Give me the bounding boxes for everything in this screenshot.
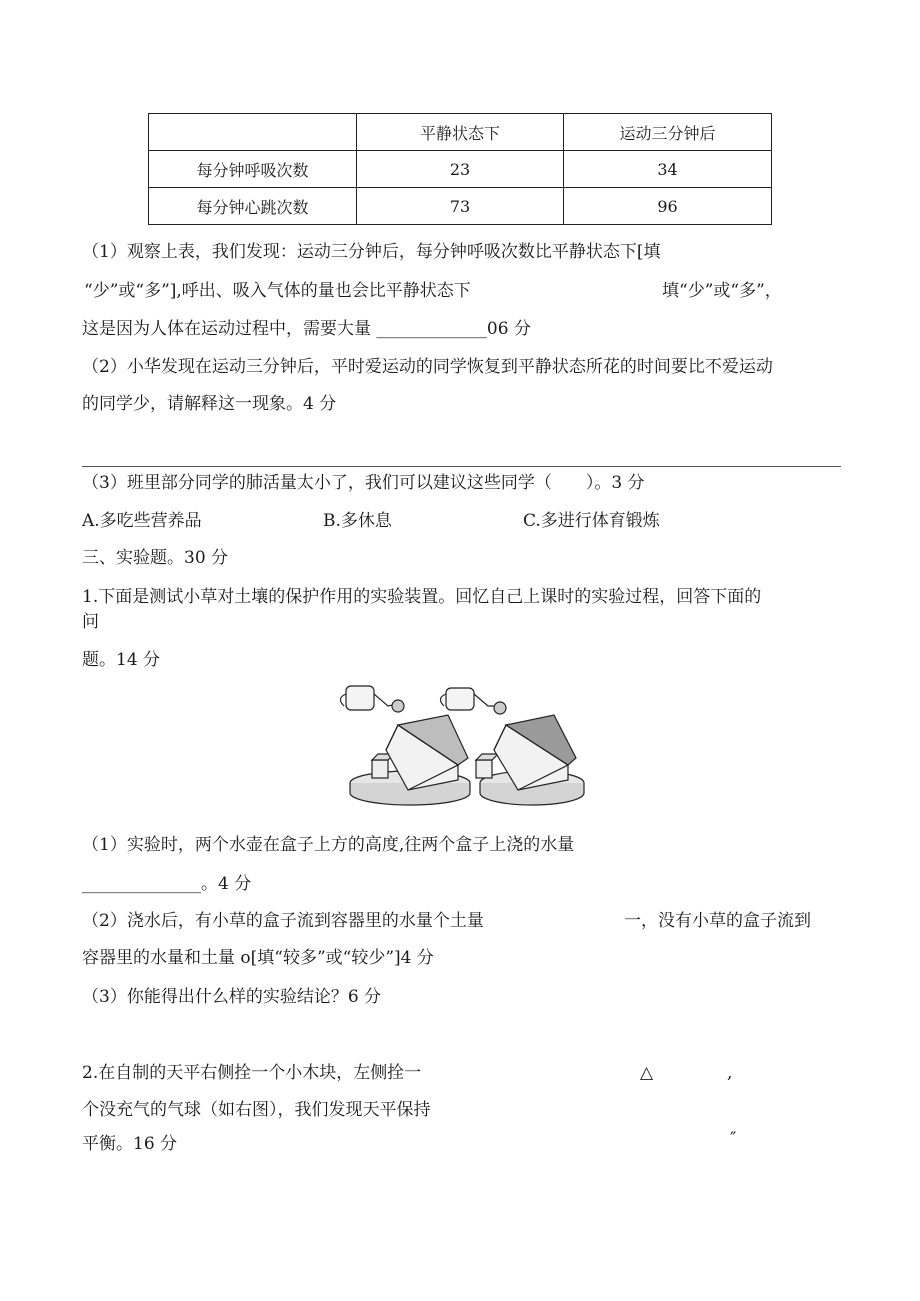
section-title: 三、实验题。30 分: [82, 548, 229, 568]
q1-line2b: 填“少”或“多”，: [662, 281, 782, 301]
table-row: [149, 151, 772, 188]
table-header-row: [149, 114, 772, 151]
table-cell: 每分钟呼吸次数: [149, 151, 357, 188]
table-cell: [149, 114, 357, 151]
q3-option-a: A.多吃些营养品: [82, 511, 202, 531]
exp1-sub3: （3）你能得出什么样的实验结论？6 分: [82, 987, 382, 1007]
exp2-line3: 平衡。16 分: [82, 1134, 178, 1154]
experiment-figure: [328, 680, 588, 810]
q2-line1: （2）小华发现在运动三分钟后，平时爱运动的同学恢复到平静状态所花的时间要比不爱运动: [82, 357, 773, 377]
q3-option-c: C.多进行体育锻炼: [523, 511, 660, 531]
table-cell: 34: [564, 151, 772, 188]
exp1-line2: 问: [82, 612, 99, 632]
exp1-sub1-line2: ______________。4 分: [82, 874, 252, 894]
table-cell: 每分钟心跳次数: [149, 188, 357, 225]
table-row: [149, 188, 772, 225]
comma-mark: ,: [727, 1063, 733, 1083]
triangle-mark: △: [640, 1063, 654, 1083]
q3-line1: （3）班里部分同学的肺活量太小了，我们可以建议这些同学（ ）。3 分: [82, 473, 645, 493]
table-cell: 73: [357, 188, 564, 225]
exp2-line1: 2.在自制的天平右侧拴一个小木块，左侧拴一: [82, 1063, 422, 1083]
exp1-sub2-line1a: （2）浇水后，有小草的盒子流到容器里的水量个土量: [82, 911, 484, 931]
q1-line1: （1）观察上表，我们发现：运动三分钟后，每分钟呼吸次数比平静状态下[填: [82, 242, 661, 262]
table-cell: 96: [564, 188, 772, 225]
exp1-line3: 题。14 分: [82, 650, 161, 670]
table-cell: 平静状态下: [357, 114, 564, 151]
q3-option-b: B.多休息: [323, 511, 392, 531]
q1-line3: 这是因为人体在运动过程中，需要大量 _____________06 分: [82, 319, 531, 339]
exp2-line2: 个没充气的气球（如右图），我们发现天平保持: [82, 1100, 431, 1120]
exp1-sub2-line2: 容器里的水量和土量 o[填“较多”或“较少”]4 分: [82, 948, 434, 968]
q1-line2a: “少”或“多”],呼出、吸入气体的量也会比平静状态下: [84, 281, 471, 301]
table-cell: 23: [357, 151, 564, 188]
exp1-sub1-line1: （1）实验时，两个水壶在盒子上方的高度,往两个盒子上浇的水量: [82, 835, 575, 855]
data-table: [148, 113, 772, 225]
quote-mark: ″: [730, 1129, 737, 1149]
exp1-line1: 1.下面是测试小草对土壤的保护作用的实验装置。回忆自己上课时的实验过程，回答下面的: [82, 587, 762, 607]
answer-line: [82, 466, 841, 467]
q2-line2: 的同学少，请解释这一现象。4 分: [82, 394, 337, 414]
exp1-sub2-line1b: 一，没有小草的盒子流到: [624, 911, 811, 931]
table-cell: 运动三分钟后: [564, 114, 772, 151]
